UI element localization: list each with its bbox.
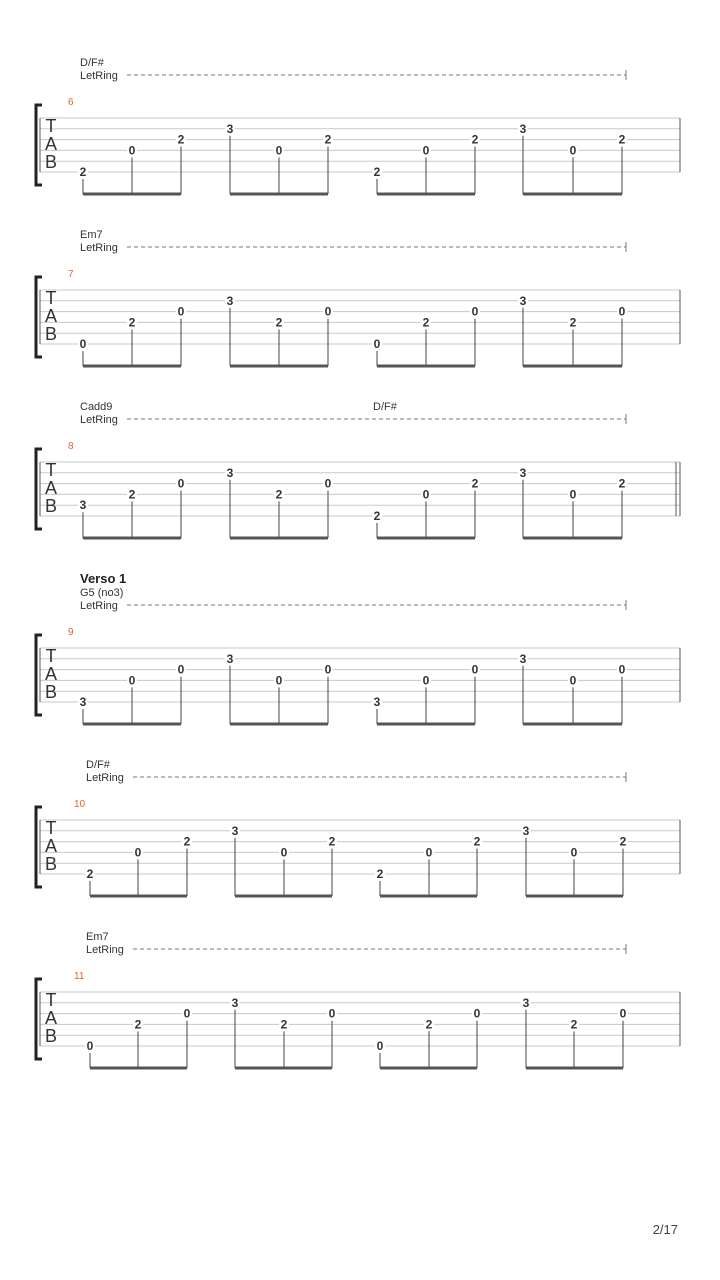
fret-number: 2 <box>373 165 381 179</box>
chord-name: Em7 <box>86 931 109 943</box>
fret-number: 2 <box>280 1017 288 1032</box>
fret-number: 3 <box>79 498 87 513</box>
let-ring-label: LetRing <box>86 772 124 784</box>
tab-clef-t: T <box>45 460 57 480</box>
page-number: 2/17 <box>652 1222 678 1237</box>
fret-number: 2 <box>471 132 479 147</box>
tab-clef-a: A <box>44 664 58 684</box>
fret-number: 2 <box>134 1017 142 1032</box>
fret-number: 0 <box>328 1006 336 1021</box>
fret-number: 0 <box>471 304 479 319</box>
fret-number: 0 <box>373 337 381 351</box>
fret-number: 3 <box>373 695 381 709</box>
fret-number: 0 <box>569 673 577 688</box>
fret-number: 2 <box>86 867 94 881</box>
fret-number: 3 <box>519 651 527 666</box>
fret-number: 2 <box>79 165 87 179</box>
fret-number: 3 <box>522 995 530 1010</box>
fret-number: 2 <box>275 315 283 330</box>
fret-number: 0 <box>569 143 577 158</box>
let-ring-label: LetRing <box>80 414 118 426</box>
chord-name: G5 (no3) <box>80 587 124 599</box>
fret-number: 3 <box>231 995 239 1010</box>
tab-clef-b: B <box>44 324 58 344</box>
fret-number: 0 <box>619 1006 627 1021</box>
fret-number: 0 <box>471 662 479 677</box>
tab-clef-b: B <box>44 152 58 172</box>
tab-clef-t: T <box>45 116 57 136</box>
chord-name: D/F# <box>80 57 104 69</box>
system-bracket <box>36 635 42 715</box>
fret-number: 0 <box>79 337 87 351</box>
fret-number: 2 <box>328 834 336 849</box>
fret-number: 0 <box>177 304 185 319</box>
measure-number: 9 <box>68 627 74 638</box>
fret-number: 2 <box>471 476 479 491</box>
fret-number: 0 <box>275 143 283 158</box>
fret-number: 2 <box>177 132 185 147</box>
fret-number: 2 <box>275 487 283 502</box>
section-marker: Verso 1 <box>80 571 127 586</box>
fret-number: 3 <box>519 121 527 136</box>
tab-clef-a: A <box>44 1008 58 1028</box>
tab-clef-a: A <box>44 478 58 498</box>
fret-number: 2 <box>376 867 384 881</box>
tab-clef-b: B <box>44 496 58 516</box>
let-ring-label: LetRing <box>80 242 118 254</box>
chord-name: D/F# <box>86 759 110 771</box>
fret-number: 2 <box>618 476 626 491</box>
tab-clef-a: A <box>44 836 58 856</box>
fret-number: 2 <box>569 315 577 330</box>
fret-number: 0 <box>86 1039 94 1053</box>
fret-number: 2 <box>570 1017 578 1032</box>
let-ring-label: LetRing <box>80 600 118 612</box>
fret-number: 3 <box>226 293 234 308</box>
fret-number: 0 <box>570 845 578 860</box>
let-ring-label: LetRing <box>86 944 124 956</box>
fret-number: 3 <box>519 293 527 308</box>
fret-number: 0 <box>422 143 430 158</box>
fret-number: 0 <box>425 845 433 860</box>
system-bracket <box>36 449 42 529</box>
fret-number: 0 <box>128 673 136 688</box>
fret-number: 2 <box>128 487 136 502</box>
measure-number: 10 <box>74 799 86 810</box>
chord-name: Cadd9 <box>80 401 113 413</box>
fret-number: 0 <box>134 845 142 860</box>
system-bracket <box>36 807 42 887</box>
fret-number: 0 <box>324 304 332 319</box>
let-ring-label: LetRing <box>80 70 118 82</box>
chord-name: Em7 <box>80 229 103 241</box>
tab-clef-a: A <box>44 134 58 154</box>
measure-number: 7 <box>68 269 74 280</box>
fret-number: 0 <box>618 304 626 319</box>
measure-number: 6 <box>68 97 74 108</box>
fret-number: 3 <box>226 651 234 666</box>
fret-number: 2 <box>422 315 430 330</box>
fret-number: 0 <box>473 1006 481 1021</box>
fret-number: 0 <box>422 673 430 688</box>
fret-number: 2 <box>425 1017 433 1032</box>
fret-number: 0 <box>376 1039 384 1053</box>
fret-number: 0 <box>177 662 185 677</box>
fret-number: 0 <box>183 1006 191 1021</box>
fret-number: 3 <box>226 465 234 480</box>
system-bracket <box>36 979 42 1059</box>
fret-number: 0 <box>280 845 288 860</box>
fret-number: 2 <box>128 315 136 330</box>
tab-clef-b: B <box>44 854 58 874</box>
tab-clef-t: T <box>45 646 57 666</box>
tab-clef-t: T <box>45 990 57 1010</box>
fret-number: 3 <box>226 121 234 136</box>
fret-number: 2 <box>618 132 626 147</box>
fret-number: 2 <box>183 834 191 849</box>
tab-clef-a: A <box>44 306 58 326</box>
system-bracket <box>36 105 42 185</box>
system-bracket <box>36 277 42 357</box>
tab-clef-b: B <box>44 682 58 702</box>
fret-number: 0 <box>275 673 283 688</box>
fret-number: 0 <box>128 143 136 158</box>
fret-number: 2 <box>324 132 332 147</box>
fret-number: 3 <box>79 695 87 709</box>
fret-number: 2 <box>373 509 381 523</box>
chord-name: D/F# <box>373 401 397 413</box>
fret-number: 0 <box>569 487 577 502</box>
tab-clef-t: T <box>45 818 57 838</box>
measure-number: 8 <box>68 441 74 452</box>
fret-number: 3 <box>519 465 527 480</box>
fret-number: 0 <box>618 662 626 677</box>
fret-number: 0 <box>422 487 430 502</box>
fret-number: 2 <box>473 834 481 849</box>
fret-number: 3 <box>522 823 530 838</box>
fret-number: 0 <box>324 662 332 677</box>
fret-number: 3 <box>231 823 239 838</box>
fret-number: 2 <box>619 834 627 849</box>
measure-number: 11 <box>74 971 85 982</box>
tab-clef-b: B <box>44 1026 58 1046</box>
fret-number: 0 <box>177 476 185 491</box>
fret-number: 0 <box>324 476 332 491</box>
tab-clef-t: T <box>45 288 57 308</box>
